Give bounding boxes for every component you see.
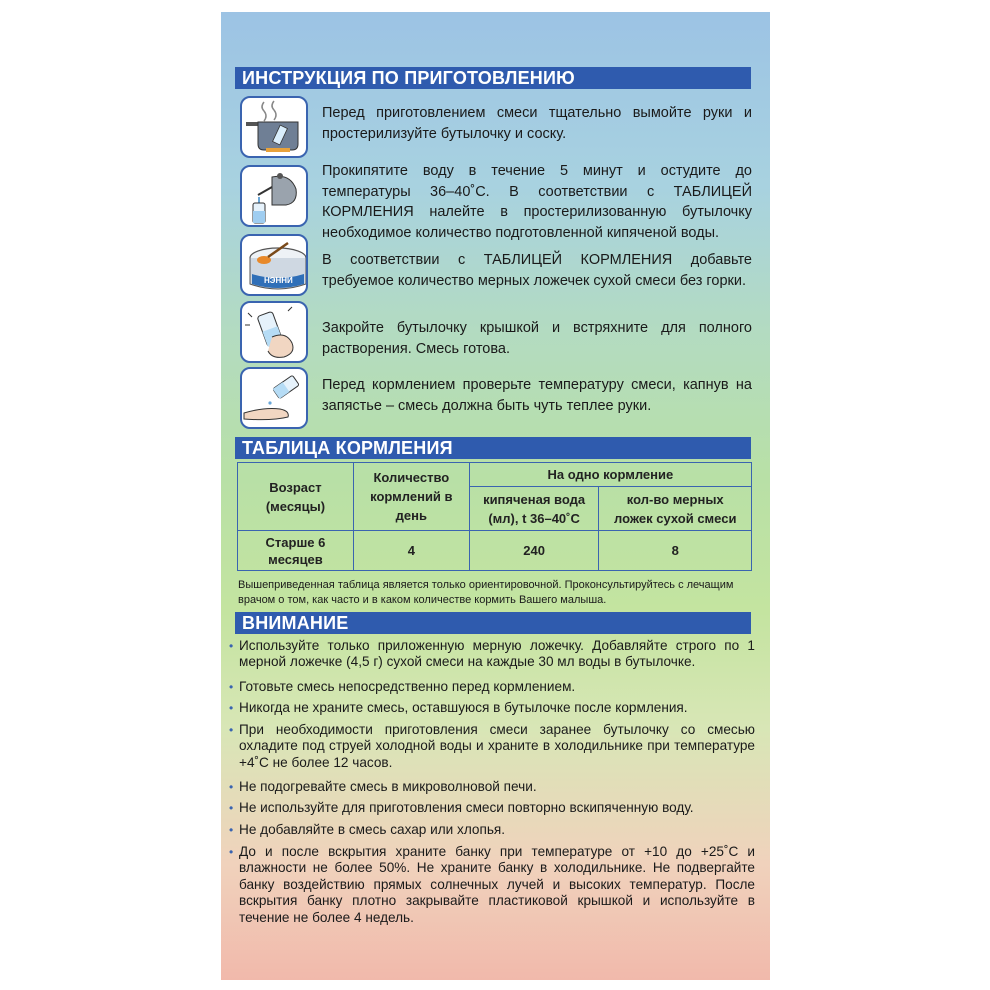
warning-item: [229, 700, 755, 716]
bullet-icon: •: [229, 680, 234, 694]
can-label: НЭННИ: [264, 276, 293, 285]
bullet-icon: •: [229, 780, 234, 794]
warning-item: [229, 679, 755, 695]
warning-item-text: Не добавляйте в смесь сахар или хлопья.: [239, 822, 506, 837]
col-water-header: кипяченая вода (мл), t 36–40˚С: [469, 487, 599, 531]
step-3-text: В соответствии с ТАБЛИЦЕЙ КОРМЛЕНИЯ добавьте требуемое количество мерных ложечек сухой смеси без горки.: [322, 252, 752, 289]
shake-bottle-icon: [240, 301, 308, 363]
warning-item: [229, 638, 755, 671]
warning-item: [229, 844, 755, 926]
warning-item-text: При необходимости приготовления смеси заранее бутылочку со смесью охладите под струей холодной воды и храните в холодильнике при температуре +4˚С не более 12 часов.: [239, 722, 755, 770]
cell-age: Старше 6 месяцев: [238, 531, 354, 571]
instruction-title: ИНСТРУКЦИЯ ПО ПРИГОТОВЛЕНИЮ: [235, 67, 751, 89]
bullet-icon: •: [229, 701, 234, 715]
measuring-spoon-icon: [240, 234, 308, 296]
warning-item-text: Готовьте смесь непосредственно перед кормлением.: [239, 679, 576, 694]
cell-water: 240: [469, 531, 599, 571]
warning-item: [229, 722, 755, 771]
feeding-table-title: ТАБЛИЦА КОРМЛЕНИЯ: [235, 437, 751, 459]
bullet-icon: •: [229, 639, 234, 653]
table-row: [238, 531, 752, 571]
warning-item: [229, 822, 755, 838]
feeding-table: [237, 462, 752, 571]
cell-spoons: 8: [599, 531, 752, 571]
col-count-header: Количество кормлений в день: [353, 463, 469, 531]
bullet-icon: •: [229, 845, 234, 859]
warning-item-text: Используйте только приложенную мерную ложечку. Добавляйте строго по 1 мерной ложечке (4,5 г) сухой смеси на каждые 30 мл воды в бутылочке.: [239, 638, 755, 670]
bullet-icon: •: [229, 823, 234, 837]
step-5-text: Перед кормлением проверьте температуру смеси, капнув на запястье – смесь должна быть чуть теплее руки.: [322, 377, 752, 414]
warning-title: ВНИМАНИЕ: [235, 612, 751, 634]
col-spoons-header: кол-во мерных ложек сухой смеси: [599, 487, 752, 531]
table-note: Вышеприведенная таблица является только ориентировочной. Проконсультируйтесь с лечащим врачом о том, как часто и в каком количестве кормить Вашего малыша.: [238, 579, 734, 606]
warning-item-text: Никогда не храните смесь, оставшуюся в бутылочке после кормления.: [239, 700, 688, 715]
bullet-icon: •: [229, 723, 234, 737]
warning-item-text: Не подогревайте смесь в микроволновой печи.: [239, 779, 537, 794]
step-1-text: Перед приготовлением смеси тщательно вымойте руки и простерилизуйте бутылочку и соску.: [322, 105, 752, 142]
wrist-test-icon: [240, 367, 308, 429]
sterilize-pot-icon: [240, 96, 308, 158]
warning-item: [229, 779, 755, 795]
kettle-pour-icon: [240, 165, 308, 227]
group-header: На одно кормление: [469, 463, 751, 487]
col-age-header: Возраст (месяцы): [238, 463, 354, 531]
step-4-text: Закройте бутылочку крышкой и встряхните для полного растворения. Смесь готова.: [322, 320, 752, 357]
step-2-text: Прокипятите воду в течение 5 минут и остудите до температуры 36–40˚С. В соответствии с ТАБЛИЦЕЙ КОРМЛЕНИЯ налейте в простерилизованную бутылочку необходимое количество подготовленной кипяченой воды.: [322, 163, 752, 241]
warning-item-text: Не используйте для приготовления смеси повторно вскипяченную воду.: [239, 800, 694, 815]
warning-item: [229, 800, 755, 816]
cell-count: 4: [353, 531, 469, 571]
warning-item-text: До и после вскрытия храните банку при температуре от +10 до +25˚С и влажности не более 50%. Не храните банку в холодильнике. Не подвергайте банку воздействию прямых солнечных лучей и высоких температур. После вскрытия банку плотно закрывайте пластиковой крышкой и используйте в течение не более 4 недель.: [239, 844, 755, 925]
bullet-icon: •: [229, 801, 234, 815]
